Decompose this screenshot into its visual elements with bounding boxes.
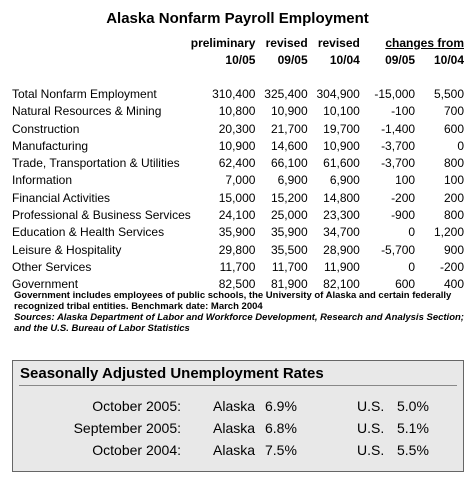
value-preliminary: 310,400	[212, 86, 256, 101]
page-title: Alaska Nonfarm Payroll Employment	[106, 10, 369, 27]
change-1: -1,400	[381, 121, 416, 136]
value-revised-1: 15,200	[270, 190, 308, 205]
change-2: 800	[443, 208, 464, 223]
table-row	[12, 120, 464, 137]
change-2: 1,200	[433, 225, 464, 240]
value-revised-1: 35,500	[270, 242, 308, 257]
row-label: Other Services	[12, 259, 92, 274]
row-label: Information	[12, 173, 73, 188]
table-row	[12, 224, 464, 241]
region-label-us: U.S.	[357, 420, 385, 436]
region-label-us: U.S.	[357, 398, 385, 414]
value-revised-1: 66,100	[270, 156, 308, 171]
change-1: -200	[391, 190, 416, 205]
rate-us: 5.1%	[397, 420, 429, 436]
value-revised-1: 35,900	[270, 225, 308, 240]
table-row	[12, 241, 464, 258]
row-label: Natural Resources & Mining	[12, 104, 162, 119]
row-label: Leisure & Hospitality	[12, 242, 122, 257]
value-preliminary: 82,500	[218, 277, 256, 292]
rate-alaska: 6.8%	[265, 420, 297, 436]
change-1: -3,700	[381, 138, 416, 153]
row-label: Professional & Business Services	[12, 208, 191, 223]
value-preliminary: 35,900	[218, 225, 256, 240]
region-label-alaska: Alaska	[213, 420, 256, 436]
value-revised-1: 81,900	[270, 277, 308, 292]
table-row	[12, 258, 464, 275]
value-preliminary: 10,800	[218, 104, 256, 119]
value-revised-2: 28,900	[323, 242, 360, 257]
change-1: 100	[395, 173, 416, 188]
value-revised-1: 10,900	[270, 104, 308, 119]
region-label-alaska: Alaska	[213, 398, 256, 414]
value-revised-2: 14,800	[323, 190, 360, 205]
period-label: October 2004:	[92, 442, 181, 458]
rate-us: 5.5%	[397, 442, 429, 458]
value-revised-2: 304,900	[316, 86, 360, 101]
change-1: -15,000	[374, 86, 416, 101]
footnote-notes: Government includes employees of public schools, the University of Alaska and certain federally recognized tribal entities. Benchmark date: March 2004	[14, 290, 452, 312]
change-2: 0	[457, 138, 464, 153]
unemployment-title: Seasonally Adjusted Unemployment Rates	[20, 365, 324, 382]
header-row-top	[12, 34, 464, 51]
row-label: Trade, Transportation & Utilities	[12, 156, 180, 171]
value-preliminary: 7,000	[225, 173, 256, 188]
change-2: 700	[443, 104, 464, 119]
unemployment-box	[12, 360, 464, 472]
change-2: 200	[443, 190, 464, 205]
value-preliminary: 29,800	[218, 242, 256, 257]
period-label: September 2005:	[73, 420, 181, 436]
row-label: Total Nonfarm Employment	[12, 86, 157, 101]
change-1: 0	[408, 259, 416, 274]
divider	[19, 385, 457, 386]
col-header-revised-2: revised	[317, 35, 360, 50]
change-1: -900	[391, 208, 416, 223]
row-label: Government	[12, 277, 79, 292]
value-revised-1: 21,700	[270, 121, 308, 136]
change-1: -100	[391, 104, 416, 119]
row-label: Construction	[12, 121, 80, 136]
value-revised-2: 23,300	[323, 208, 360, 223]
value-preliminary: 15,000	[218, 190, 256, 205]
table-row	[12, 137, 464, 154]
value-revised-2: 6,900	[329, 173, 360, 188]
payroll-rows	[12, 85, 464, 293]
change-2: -200	[439, 259, 464, 274]
col-header-change-2: 10/04	[433, 52, 464, 67]
col-header-revised-1: revised	[265, 35, 308, 50]
table-row	[12, 189, 464, 206]
unemployment-row	[13, 398, 463, 420]
rate-alaska: 6.9%	[265, 398, 297, 414]
footnote	[14, 290, 469, 334]
value-revised-1: 6,900	[277, 173, 308, 188]
col-header-preliminary: preliminary	[190, 35, 256, 50]
table-row	[12, 85, 464, 102]
region-label-us: U.S.	[357, 442, 385, 458]
change-2: 5,500	[433, 86, 464, 101]
table-row	[12, 206, 464, 223]
row-label: Manufacturing	[12, 138, 89, 153]
value-revised-2: 34,700	[323, 225, 360, 240]
value-revised-2: 11,900	[324, 259, 360, 274]
unemployment-row	[13, 442, 463, 464]
change-2: 400	[443, 277, 464, 292]
col-header-date-revised-1: 09/05	[277, 52, 308, 67]
region-label-alaska: Alaska	[213, 442, 256, 458]
change-2: 600	[443, 121, 464, 136]
change-2: 100	[443, 173, 464, 188]
rate-us: 5.0%	[397, 398, 429, 414]
value-preliminary: 20,300	[218, 121, 256, 136]
table-row	[12, 103, 464, 120]
value-revised-1: 14,600	[270, 138, 308, 153]
value-preliminary: 10,900	[218, 138, 256, 153]
period-label: October 2005:	[92, 398, 181, 414]
value-revised-2: 61,600	[323, 156, 360, 171]
change-1: -5,700	[381, 242, 416, 257]
header-row-bottom	[12, 51, 464, 68]
value-revised-2: 10,900	[323, 138, 360, 153]
footnote-sources: Sources: Alaska Department of Labor and Workforce Development, Research and Analysis Section; and the U.S. Bureau of Labor Statistics	[14, 312, 464, 334]
col-header-change-1: 09/05	[385, 52, 416, 67]
row-label: Education & Health Services	[12, 225, 165, 240]
payroll-table	[12, 34, 464, 293]
change-2: 900	[443, 242, 464, 257]
change-1: 600	[395, 277, 416, 292]
table-row	[12, 172, 464, 189]
value-revised-1: 25,000	[270, 208, 308, 223]
value-preliminary: 62,400	[218, 156, 256, 171]
value-preliminary: 11,700	[219, 259, 256, 274]
value-revised-1: 325,400	[264, 86, 308, 101]
rate-alaska: 7.5%	[265, 442, 297, 458]
change-1: 0	[408, 225, 416, 240]
value-revised-1: 11,700	[271, 259, 308, 274]
table-row	[12, 154, 464, 171]
value-preliminary: 24,100	[218, 208, 256, 223]
unemployment-row	[13, 420, 463, 442]
col-header-date-preliminary: 10/05	[225, 52, 256, 67]
change-2: 800	[443, 156, 464, 171]
value-revised-2: 82,100	[323, 277, 360, 292]
value-revised-2: 10,100	[323, 104, 360, 119]
value-revised-2: 19,700	[323, 121, 360, 136]
change-1: -3,700	[381, 156, 416, 171]
col-header-changes-from: changes from	[385, 35, 464, 50]
col-header-date-revised-2: 10/04	[329, 52, 360, 67]
row-label: Financial Activities	[12, 190, 111, 205]
